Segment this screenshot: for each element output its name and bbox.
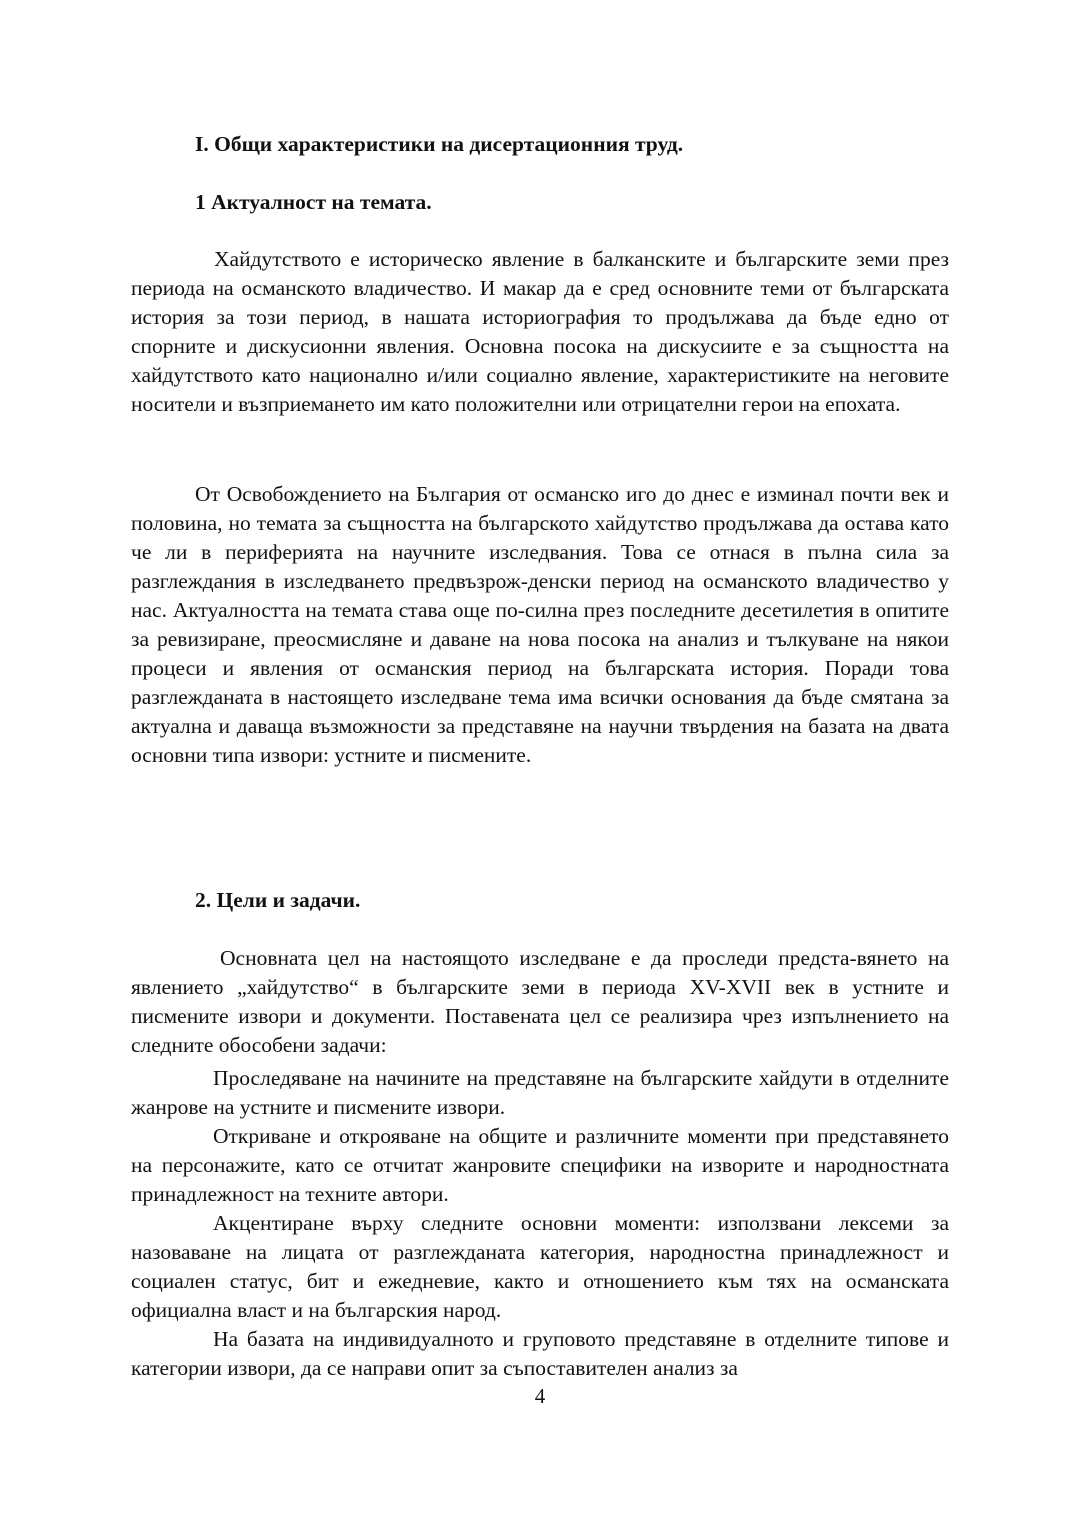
section-2-paragraph-5: На базата на индивидуалното и груповото представяне в отделните типове и категории извори, да се направи опит за съпоставителен анализ за [131, 1327, 949, 1380]
section-2-paragraph-4: Акцентиране върху следните основни моменти: използвани лексеми за назоваване на лицата от разглежданата категория, народностна принадлежност и социален статус, бит и ежедневие, както и отношението към тях на османската официална власт и на българския народ. [131, 1211, 949, 1322]
section-2-paragraph-2: Проследяване на начините на представяне на българските хайдути в отделните жанрове на устните и писмените извори. [131, 1066, 949, 1119]
section-2-paragraph-1: Основната цел на настоящото изследване е да проследи предста-вянето на явлението „хайдутство“ в българските земи в периода XV-XVII век в устните и писмените извори и документи. Поставената цел се реализира чрез изпълнението на следните обособени задачи: [131, 946, 949, 1057]
section-2-heading: 2. Цели и задачи. [195, 888, 361, 912]
section-2-paragraph-3: Откриване и открояване на общите и различните моменти при представянето на персонажите, като се отчитат жанровите специфики на изворите и народностната принадлежност на техните автори. [131, 1124, 949, 1206]
section-1-paragraph-2: От Освобождението на България от османско иго до днес е изминал почти век и половина, но темата за същността на българското хайдутство продължава да остава като че ли в периферията на научните изследвания. Това се отнася в пълна сила за разглеждания в изследването предвъзрож-денски период на османското владичество у нас. Актуалността на темата става още по-силна през последните десетилетия в опитите за ревизиране, преосмисляне и даване на нова посока на анализ и тълкуване на някои процеси и явления от османския период на българската история. Поради това разглежданата в настоящето изследване тема има всички основания да бъде смятана за актуална и даваща възможности за представяне на научни твърдения на базата на двата основни типа извори: устните и писмените. [131, 482, 949, 767]
page-number: 4 [534, 1384, 546, 1408]
section-1-paragraph-1: Хайдутството е историческо явление в балканските и българските земи през периода на османското владичество. И макар да е сред основните теми от българската история за този период, в нашата историография то продължава да бъде едно от спорните и дискусионни явления. Основна посока на дискусиите е за същността на хайдутството като национално и/или социално явление, характеристиките на неговите носители и възприемането им като положителни или отрицателни герои на епохата. [131, 247, 949, 416]
section-1-heading: 1 Актуалност на темата. [195, 190, 432, 214]
main-heading: I. Общи характеристики на дисертационния труд. [195, 132, 684, 156]
